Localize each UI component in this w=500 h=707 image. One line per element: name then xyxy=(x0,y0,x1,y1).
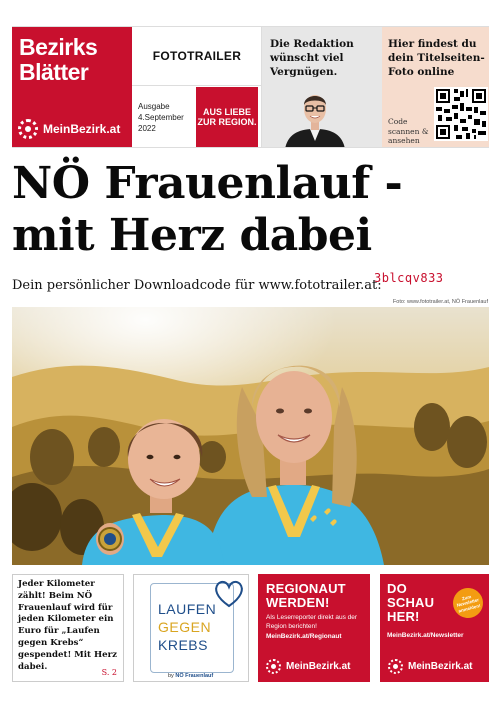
qr-code-icon[interactable] xyxy=(434,87,488,141)
fototrailer-column xyxy=(132,27,262,147)
meinbezirk-icon xyxy=(18,119,38,139)
scan-hint: Code scannen & ansehen xyxy=(388,117,429,145)
download-code[interactable]: 3blcqv833 xyxy=(374,271,444,285)
cover-header xyxy=(12,26,489,148)
cover-photo xyxy=(12,307,489,565)
newsletter-teaser[interactable] xyxy=(380,574,489,682)
regionaut-title: REGIONAUT WERDEN! xyxy=(266,581,346,610)
newsletter-brand-text: MeinBezirk.at xyxy=(408,661,473,672)
page-reference: S. 2 xyxy=(101,668,117,677)
editor-portrait xyxy=(280,87,350,147)
divider xyxy=(132,85,262,86)
tagline-box xyxy=(196,87,258,147)
logo-brand: MeinBezirk.at xyxy=(43,122,121,136)
issue-label: Ausgabe xyxy=(138,102,170,111)
editorial-text: Die Redaktion wünscht viel Vergnügen. xyxy=(270,38,354,78)
brand-logo[interactable] xyxy=(12,27,132,147)
photo-credit: Foto: www.fototrailer.at, NÖ Frauenlauf xyxy=(392,299,488,305)
regionaut-body: Als Leserreporter direkt aus der Region berichten! xyxy=(266,614,358,630)
tagline: AUS LIEBE ZUR REGION. xyxy=(197,107,257,127)
issue-date: 4.September 2022 xyxy=(138,113,184,133)
story-teaser-text: Jeder Kilometer zählt! Beim NÖ Frauenlauf wird für jeden Kilometer ein Euro für „Laufen gegen Krebs“ gespendet! Mit Herz dabei. xyxy=(18,579,117,672)
meinbezirk-icon xyxy=(388,659,403,674)
campaign-by-org: NÖ Frauenlauf xyxy=(175,673,214,679)
issue-info xyxy=(138,101,193,134)
campaign-line-2: GEGEN xyxy=(158,619,212,635)
newsletter-badge-text: Zum Newsletter anmelden! xyxy=(456,593,481,614)
qr-call-to-action: Hier findest du dein Titelseiten-Foto online xyxy=(388,38,485,78)
campaign-teaser[interactable] xyxy=(133,574,249,682)
meinbezirk-icon xyxy=(266,659,281,674)
logo-title: Bezirks Blätter xyxy=(19,34,98,85)
story-teaser[interactable] xyxy=(12,574,124,682)
newsletter-brand xyxy=(388,659,472,674)
headline: NÖ Frauenlauf - mit Herz dabei xyxy=(12,158,403,261)
download-code-label: Dein persönlicher Downloadcode für www.fototrailer.at: xyxy=(12,278,382,293)
fototrailer-label: FOTOTRAILER xyxy=(152,49,242,63)
editorial-column xyxy=(262,27,382,147)
logo-footer xyxy=(18,119,120,139)
regionaut-teaser[interactable] xyxy=(258,574,370,682)
campaign-line-1: LAUFEN xyxy=(158,601,217,617)
regionaut-brand-text: MeinBezirk.at xyxy=(286,661,351,672)
regionaut-link[interactable]: MeinBezirk.at/Regionaut xyxy=(266,633,342,640)
regionaut-brand xyxy=(266,659,350,674)
campaign-by-label: by xyxy=(168,673,174,679)
newsletter-link[interactable]: MeinBezirk.at/Newsletter xyxy=(387,632,464,639)
newsletter-title: DO SCHAU HER! xyxy=(387,581,435,624)
qr-column xyxy=(382,27,489,147)
campaign-by xyxy=(168,673,213,679)
newsletter-badge[interactable] xyxy=(450,585,487,622)
campaign-line-3: KREBS xyxy=(158,637,208,653)
